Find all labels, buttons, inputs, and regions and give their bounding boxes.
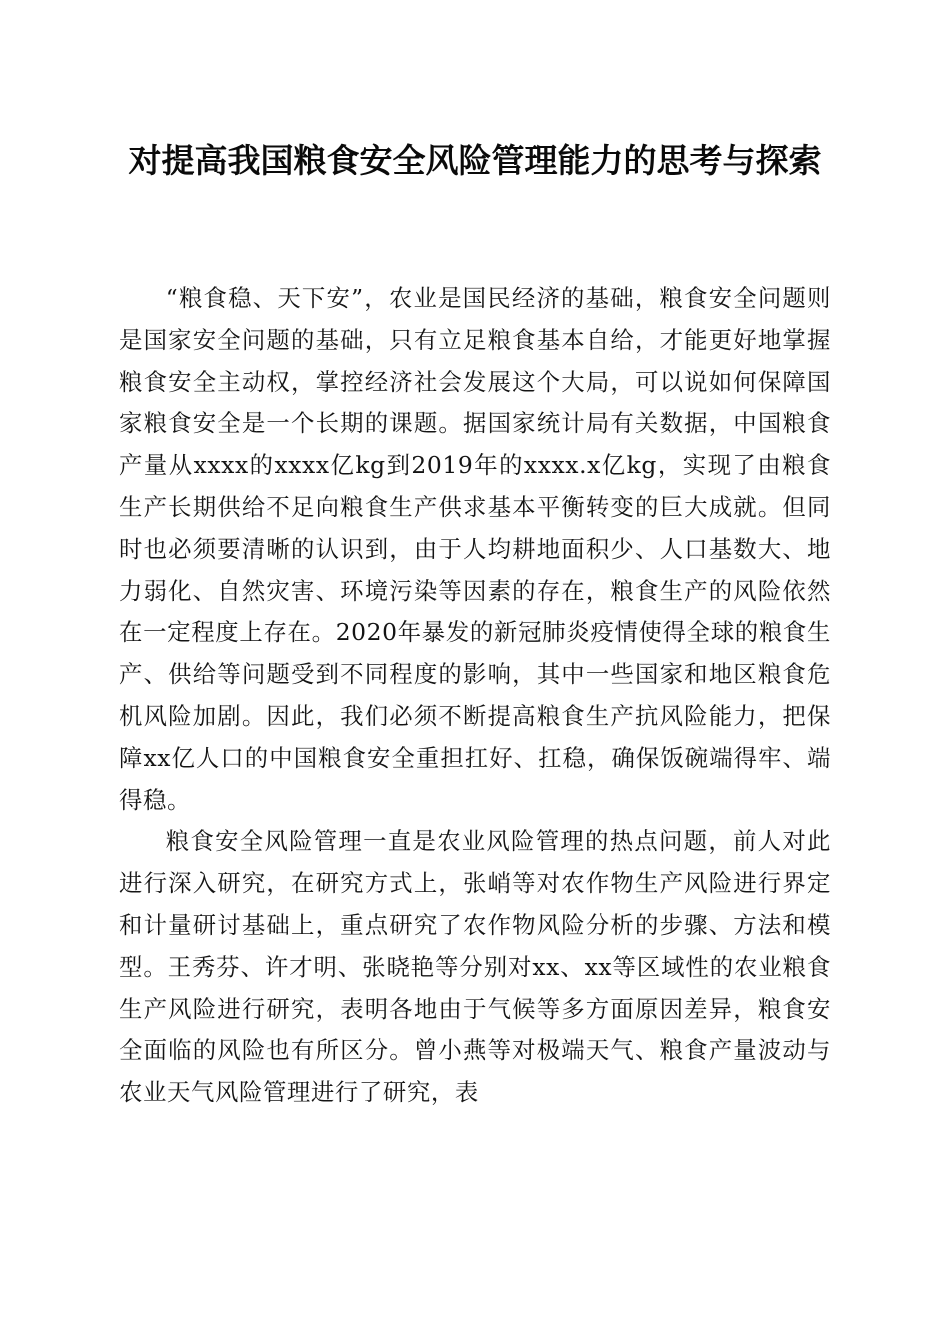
- document-title: 对提高我国粮食安全风险管理能力的思考与探索: [128, 141, 822, 180]
- paragraph-intro: “粮食稳、天下安”，农业是国民经济的基础，粮食安全问题则是国家安全问题的基础，只有立足粮食基本自给，才能更好地掌握粮食安全主动权，掌控经济社会发展这个大局，可以说如何保障国家粮食安全是一个长期的课题。据国家统计局有关数据，中国粮食产量从xxxx的xxxx亿kg到2019年的xxxx.x亿kg，实现了由粮食生产长期供给不足向粮食生产供求基本平衡转变的巨大成就。但同时也必须要清晰的认识到，由于人均耕地面积少、人口基数大、地力弱化、自然灾害、环境污染等因素的存在，粮食生产的风险依然在一定程度上存在。2020年暴发的新冠肺炎疫情使得全球的粮食生产、供给等问题受到不同程度的影响，其中一些国家和地区粮食危机风险加剧。因此，我们必须不断提高粮食生产抗风险能力，把保障xx亿人口的中国粮食安全重担扛好、扛稳，确保饭碗端得牢、端得稳。: [119, 284, 831, 814]
- document-body: [119, 278, 831, 1114]
- paragraph-literature-review: 粮食安全风险管理一直是农业风险管理的热点问题，前人对此进行深入研究，在研究方式上，张峭等对农作物生产风险进行界定和计量研讨基础上，重点研究了农作物风险分析的步骤、方法和模型。王秀芬、许才明、张晓艳等分别对xx、xx等区域性的农业粮食生产风险进行研究，表明各地由于气候等多方面原因差异，粮食安全面临的风险也有所区分。曾小燕等对极端天气、粮食产量波动与农业天气风险管理进行了研究，表: [119, 827, 831, 1107]
